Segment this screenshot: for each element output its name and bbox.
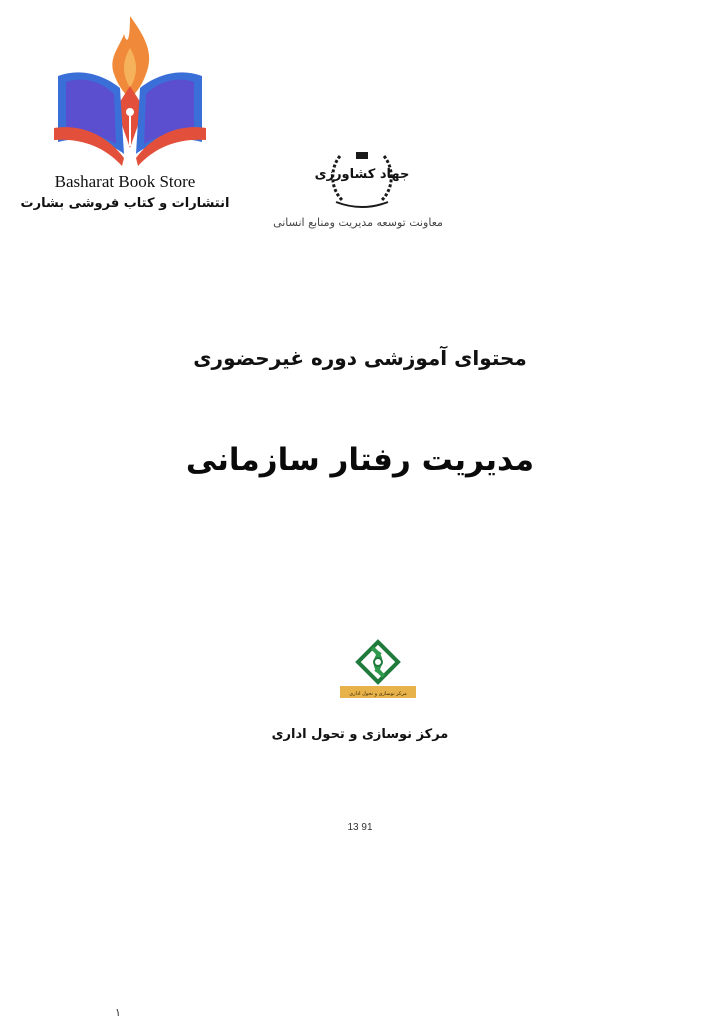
administrative-center-emblem bbox=[338, 640, 418, 702]
bookstore-logo bbox=[50, 8, 210, 173]
center-name: مرکز نوسازی و تحول اداری bbox=[271, 727, 449, 742]
store-name-persian: انتشارات و کتاب فروشی بشارت bbox=[20, 196, 230, 211]
course-title: مدیریت رفتار سازمانی bbox=[185, 442, 535, 478]
emblem-text: جهاد کشاورزی bbox=[314, 167, 410, 182]
page-number: ۱ bbox=[115, 1006, 121, 1019]
jihad-keshavarzi-emblem bbox=[314, 146, 410, 210]
ministry-caption: معاونت توسعه مدیریت ومنابع انسانی bbox=[273, 216, 443, 229]
store-name: Basharat Book Store bbox=[54, 172, 196, 191]
publication-year: 13 91 bbox=[347, 822, 373, 833]
course-subtitle: محتوای آموزشی دوره غیرحضوری bbox=[193, 346, 527, 370]
emblem-label: مرکز نوسازی و تحول اداری bbox=[349, 691, 407, 697]
